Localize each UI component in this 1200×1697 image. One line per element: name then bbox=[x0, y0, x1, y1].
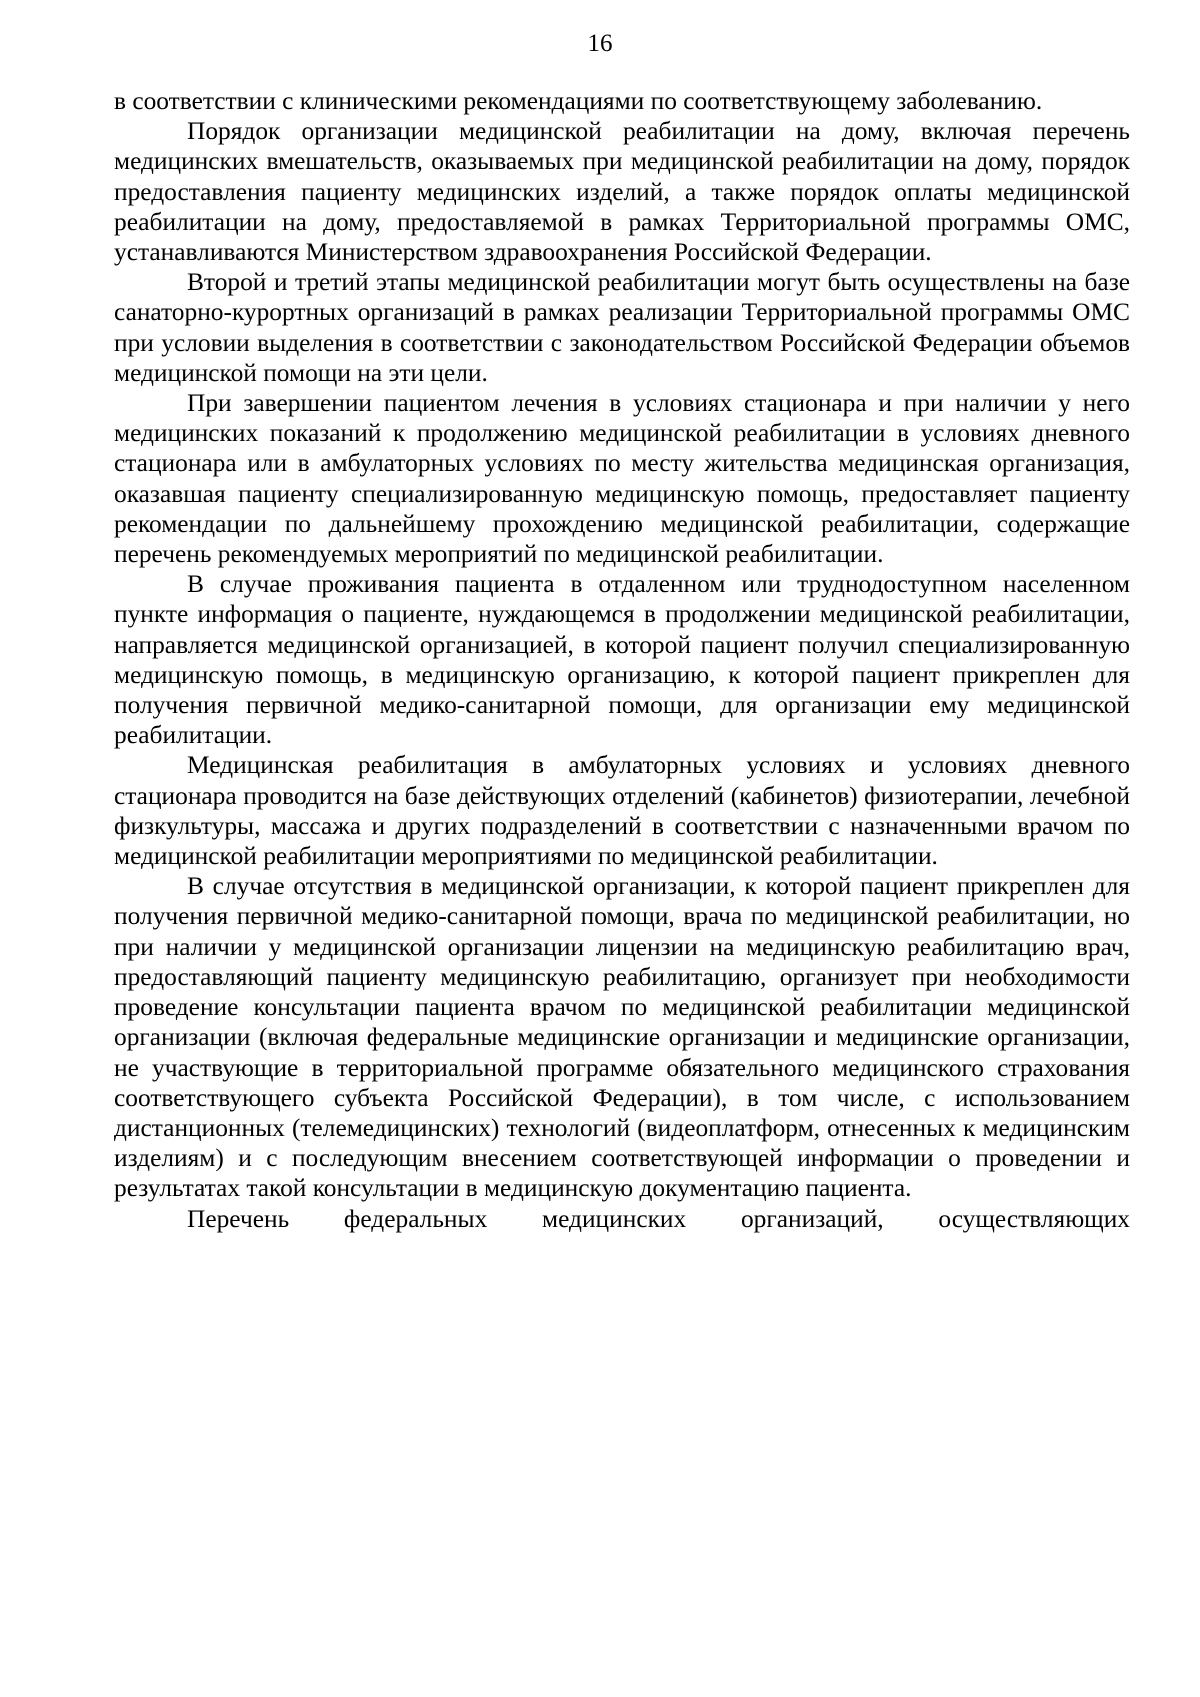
paragraph-home-rehabilitation: Порядок организации медицинской реабилитации на дому, включая перечень медицинских вмешательств, оказываемых при медицинской реабилитации на дому, порядок предоставления пациенту медицинских изделий, а также порядок оплаты медицинской реабилитации на дому, предоставляемой в рамках Территориальной программы ОМС, устанавливаются Министерством здравоохранения Российской Федерации. bbox=[114, 117, 1130, 267]
paragraph-federal-organizations: Перечень федеральных медицинских организаций, осуществляющих bbox=[187, 1204, 1130, 1233]
paragraph-sanatorium-stages: Второй и третий этапы медицинской реабилитации могут быть осуществлены на базе санаторно-курортных организаций в рамках реализации Территориальной программы ОМС при условии выделения в соответствии с законодательством Российской Федерации объемов медицинской помощи на эти цели. bbox=[114, 268, 1130, 387]
page-number: 16 bbox=[587, 30, 613, 57]
paragraph-discharge-recommendations: При завершении пациентом лечения в условиях стационара и при наличии у него медицинских показаний к продолжению медицинской реабилитации в условиях дневного стационара или в амбулаторных условиях по месту жительства медицинская организация, оказавшая пациенту специализированную медицинскую помощь, предоставляет пациенту рекомендации по дальнейшему прохождению медицинской реабилитации, содержащие перечень рекомендуемых мероприятий по медицинской реабилитации. bbox=[114, 389, 1130, 569]
paragraph-remote-settlement: В случае проживания пациента в отдаленном или труднодоступном населенном пункте информация о пациенте, нуждающемся в продолжении медицинской реабилитации, направляется медицинской организацией, в которой пациент получил специализированную медицинскую помощь, в медицинскую организацию, к которой пациент прикреплен для получения первичной медико-санитарной помощи, для организации ему медицинской реабилитации. bbox=[114, 570, 1130, 750]
paragraph-outpatient-rehabilitation: Медицинская реабилитация в амбулаторных условиях и условиях дневного стационара проводится на базе действующих отделений (кабинетов) физиотерапии, лечебной физкультуры, массажа и других подразделений в соответствии с назначенными врачом по медицинской реабилитации мероприятиями по медицинской реабилитации. bbox=[114, 751, 1130, 871]
paragraph-continuation: в соответствии с клиническими рекомендациями по соответствующему заболеванию. bbox=[114, 87, 1043, 115]
document-body bbox=[114, 86, 1130, 1234]
paragraph-telemedicine-consultation: В случае отсутствия в медицинской организации, к которой пациент прикреплен для получения первичной медико-санитарной помощи, врача по медицинской реабилитации, но при наличии у медицинской организации лицензии на медицинскую реабилитацию врач, предоставляющий пациенту медицинскую реабилитацию, организует при необходимости проведение консультации пациента врачом по медицинской реабилитации медицинской организации (включая федеральные медицинские организации и медицинские организации, не участвующие в территориальной программе обязательного медицинского страхования соответствующего субъекта Российской Федерации), в том числе, с использованием дистанционных (телемедицинских) технологий (видеоплатформ, отнесенных к медицинским изделиям) и с последующим внесением соответствующей информации о проведении и результатах такой консультации в медицинскую документацию пациента. bbox=[114, 872, 1130, 1203]
